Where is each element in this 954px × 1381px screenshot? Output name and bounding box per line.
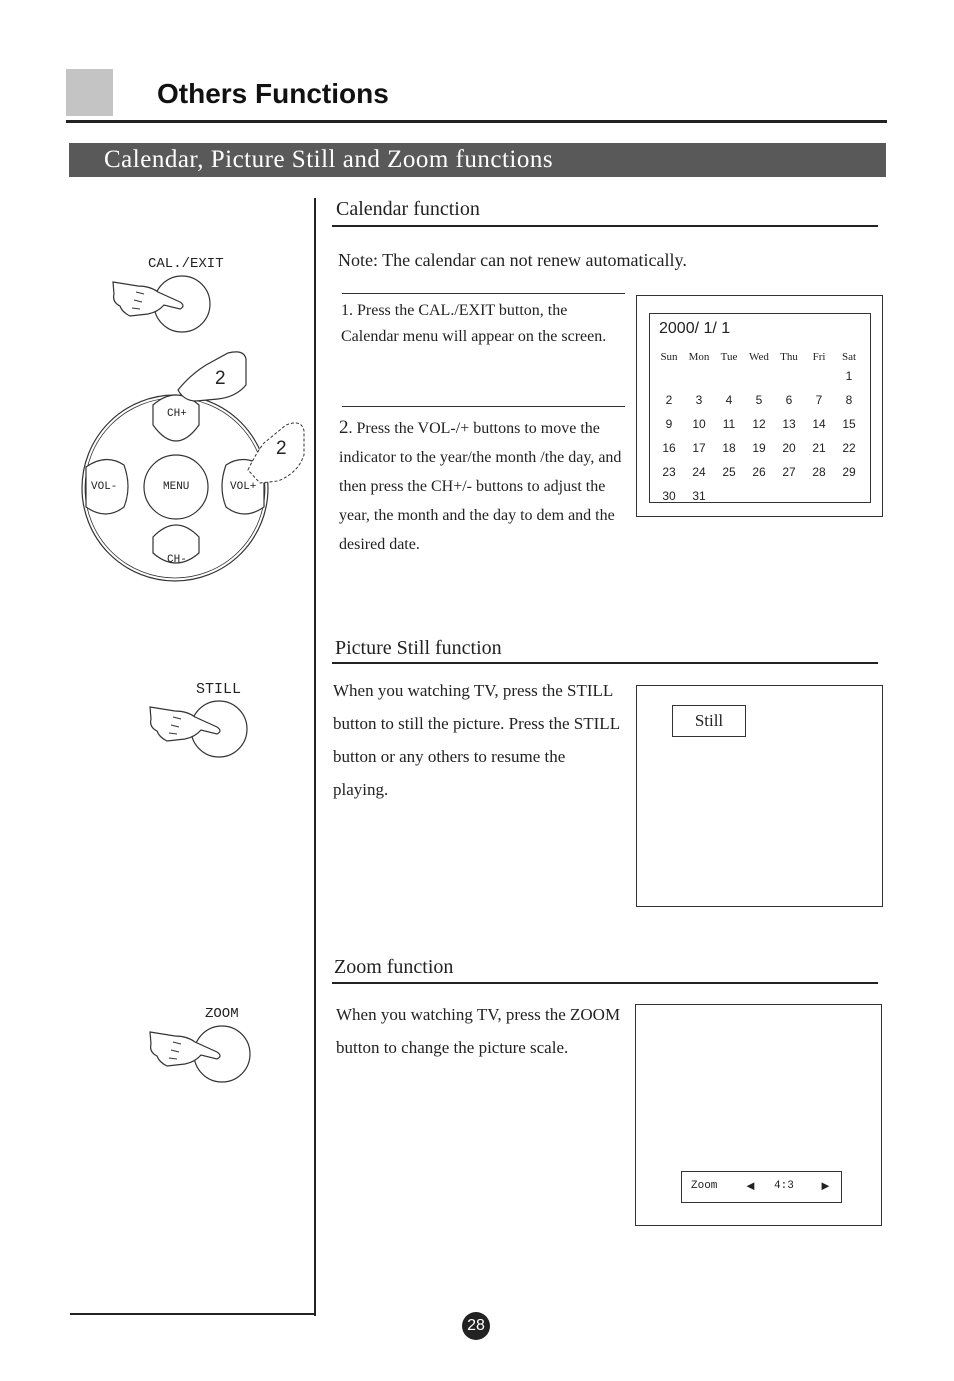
still-text: When you watching TV, press the STILL button to still the picture. Press the STILL button or any others to resume the playing. — [333, 681, 620, 799]
cal-exit-button-icon[interactable] — [108, 272, 218, 334]
page-title: Others Functions — [157, 78, 389, 109]
divider-bottom — [70, 1313, 316, 1315]
calendar-screen — [636, 295, 883, 517]
zoom-section-rule — [332, 982, 878, 984]
calendar-day: 12 — [752, 417, 766, 431]
calendar-day: 16 — [662, 441, 676, 455]
header-block — [66, 69, 113, 116]
ch-minus-button[interactable]: CH- — [167, 554, 187, 566]
calendar-day — [834, 484, 864, 508]
calendar-day: 9 — [665, 417, 673, 431]
calendar-day: 10 — [692, 417, 706, 431]
step1-top-rule — [342, 293, 625, 294]
zoom-osd-value: 4:3 — [774, 1180, 794, 1192]
header-rule — [66, 120, 887, 123]
calendar-day — [774, 484, 804, 508]
zoom-button-icon[interactable] — [145, 1022, 255, 1084]
calendar-day: 15 — [842, 417, 856, 431]
callout-1: 2 — [215, 368, 226, 389]
calendar-day: 13 — [782, 417, 796, 431]
still-osd: Still — [672, 705, 746, 737]
calendar-day: 21 — [812, 441, 826, 455]
calendar-day: 27 — [782, 465, 796, 479]
calendar-step1: 1. Press the CAL./EXIT button, the Calendar menu will appear on the screen. — [341, 302, 607, 345]
calendar-day — [684, 364, 714, 388]
weekday-header: Wed — [749, 351, 769, 363]
calendar-week-row — [654, 412, 864, 436]
calendar-day: 2 — [665, 393, 673, 407]
still-label: STILL — [196, 681, 242, 698]
calendar-day: 23 — [662, 465, 676, 479]
calendar-week-row — [654, 484, 864, 508]
vol-minus-button[interactable]: VOL- — [91, 481, 118, 493]
calendar-note: Note: The calendar can not renew automatically. — [338, 250, 687, 270]
calendar-day: 24 — [692, 465, 706, 479]
calendar-day — [804, 484, 834, 508]
calendar-week-row — [654, 388, 864, 412]
calendar-day: 14 — [812, 417, 826, 431]
calendar-day: 17 — [692, 441, 706, 455]
calendar-day: 3 — [695, 393, 703, 407]
calendar-day — [714, 484, 744, 508]
zoom-label: ZOOM — [205, 1006, 239, 1022]
calendar-day: 29 — [842, 465, 856, 479]
calendar-day — [774, 364, 804, 388]
zoom-osd-label: Zoom — [691, 1180, 718, 1192]
zoom-section-title: Zoom function — [334, 956, 454, 978]
banner-title: Calendar, Picture Still and Zoom functions — [104, 146, 554, 173]
cal-exit-label: CAL./EXIT — [148, 256, 224, 272]
calendar-section-title: Calendar function — [336, 198, 480, 220]
calendar-day: 5 — [755, 393, 763, 407]
still-section-rule — [332, 662, 878, 664]
zoom-osd — [681, 1171, 842, 1203]
calendar-day: 4 — [725, 393, 733, 407]
calendar-section-rule — [332, 225, 878, 227]
calendar-day — [744, 364, 774, 388]
weekday-header: Thu — [780, 351, 798, 363]
calendar-day: 25 — [722, 465, 736, 479]
calendar-day: 7 — [815, 393, 823, 407]
calendar-day: 19 — [752, 441, 766, 455]
calendar-day: 18 — [722, 441, 736, 455]
divider-vertical — [314, 198, 316, 1316]
calendar-day: 26 — [752, 465, 766, 479]
ch-plus-button[interactable]: CH+ — [167, 408, 187, 420]
calendar-day — [654, 364, 684, 388]
weekday-header: Sun — [660, 351, 678, 363]
calendar-day: 22 — [842, 441, 856, 455]
calendar-day: 8 — [845, 393, 853, 407]
step2-number: 2 — [339, 417, 349, 438]
weekday-header: Tue — [720, 351, 738, 363]
still-section-title: Picture Still function — [335, 637, 502, 659]
weekday-header: Sat — [841, 351, 857, 363]
zoom-right-arrow-icon[interactable]: ► — [819, 1178, 832, 1193]
calendar-day: 6 — [785, 393, 793, 407]
calendar-day: 11 — [722, 417, 736, 431]
calendar-week-row — [654, 460, 864, 484]
still-button-icon[interactable] — [145, 697, 255, 759]
vol-plus-button[interactable]: VOL+ — [230, 481, 257, 493]
calendar-day: 1 — [845, 369, 853, 383]
zoom-text: When you watching TV, press the ZOOM button to change the picture scale. — [336, 1005, 621, 1057]
calendar-day — [744, 484, 774, 508]
calendar-week-row — [654, 364, 864, 388]
calendar-week-row — [654, 436, 864, 460]
page-number: 28 — [462, 1312, 490, 1340]
calendar-day: 28 — [812, 465, 826, 479]
calendar-day — [804, 364, 834, 388]
remote-dpad-icon — [78, 345, 308, 590]
callout-2: 2 — [276, 438, 287, 459]
weekday-header: Fri — [812, 351, 826, 363]
still-screen — [636, 685, 883, 907]
calendar-step2 — [339, 413, 637, 559]
step1-bottom-rule — [342, 406, 625, 407]
zoom-left-arrow-icon[interactable]: ◄ — [744, 1178, 757, 1193]
zoom-screen — [635, 1004, 882, 1226]
calendar-day — [714, 364, 744, 388]
calendar-date: 2000/ 1/ 1 — [659, 320, 731, 337]
calendar-grid — [654, 350, 864, 508]
weekday-header: Mon — [688, 351, 710, 363]
calendar-day: 31 — [692, 489, 706, 503]
calendar-day: 20 — [782, 441, 796, 455]
calendar-panel — [649, 313, 871, 503]
step2-text: . Press the VOL-/+ buttons to move the indicator to the year/the month /the day, and then press the CH+/- buttons to adjust the year, the month and the day to dem and the desired date. — [339, 420, 622, 553]
menu-button[interactable]: MENU — [163, 481, 190, 493]
calendar-day: 30 — [662, 489, 676, 503]
